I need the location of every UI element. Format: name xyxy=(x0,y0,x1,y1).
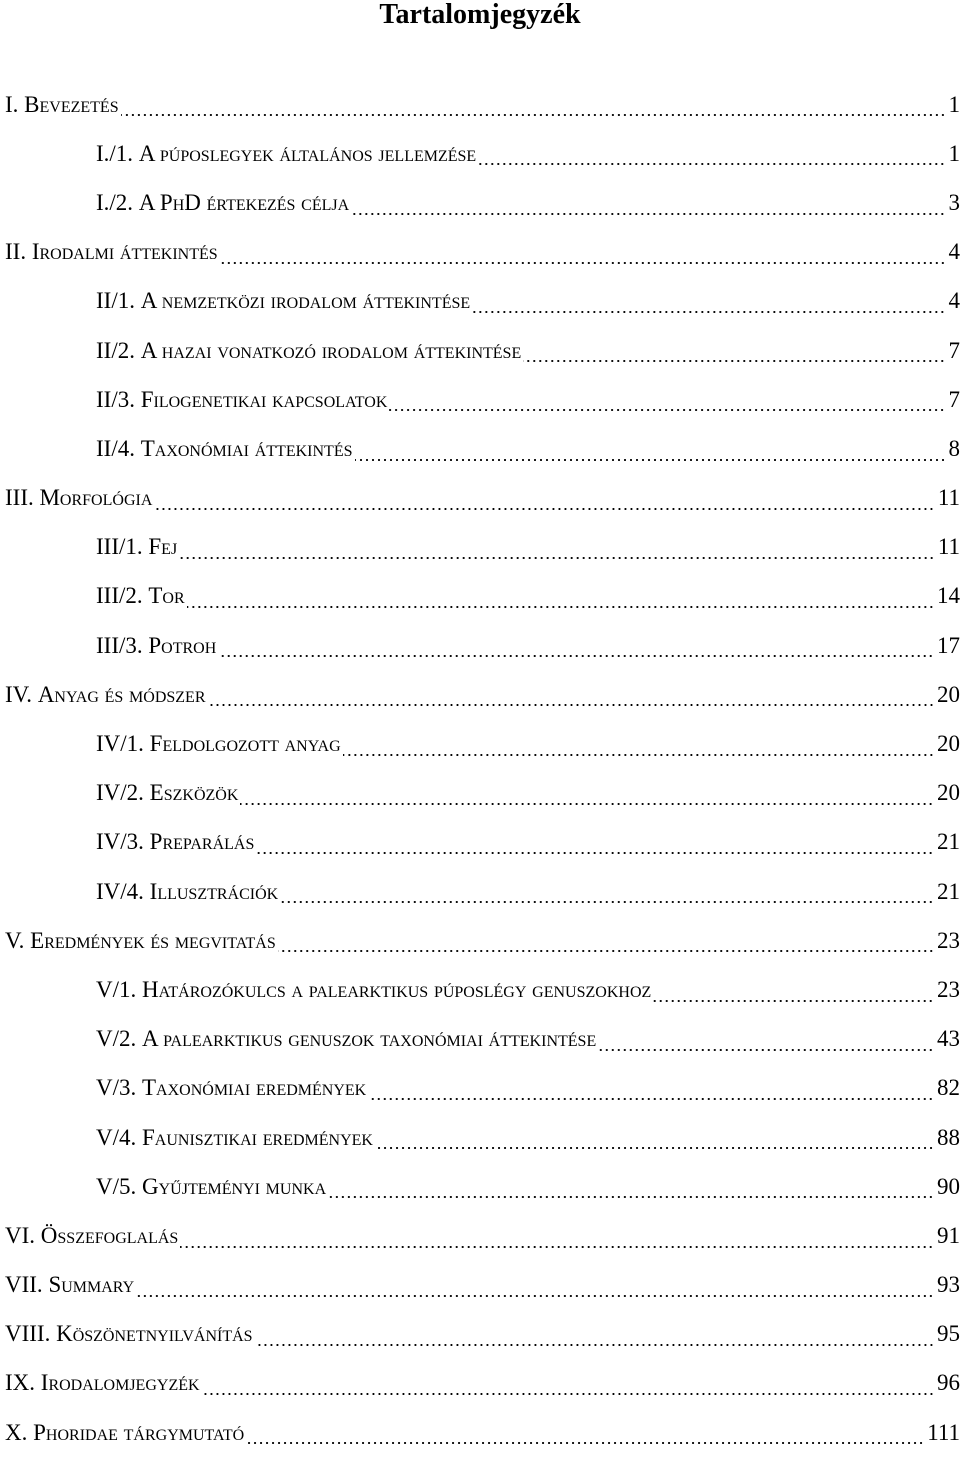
toc-entry-title: Összefoglalás xyxy=(41,1223,179,1249)
toc-entry-page-number: 43 xyxy=(937,1026,960,1052)
toc-entry-title: Gyűjteményi munka xyxy=(142,1174,326,1200)
toc-entry-page-number: 8 xyxy=(949,436,960,462)
toc-entry-number: III/3. xyxy=(96,633,148,659)
toc-entry-page-number: 17 xyxy=(937,633,960,659)
toc-entry-number: I./1. xyxy=(96,141,139,167)
toc-entry[interactable] xyxy=(0,474,960,523)
toc-entry[interactable] xyxy=(0,523,960,572)
toc-entry-page-number: 91 xyxy=(937,1223,960,1249)
toc-entry-page-number: 14 xyxy=(937,583,960,609)
toc-entry-page-number: 23 xyxy=(937,977,960,1003)
toc-entry[interactable] xyxy=(0,228,960,277)
toc-entry-title: Eredmények és megvitatás xyxy=(30,928,276,954)
toc-entry-title: A nemzetközi irodalom áttekintése xyxy=(141,288,470,314)
toc-entry-title: Preparálás xyxy=(150,829,255,855)
toc-entry-page-number: 82 xyxy=(937,1075,960,1101)
toc-entry-page-number: 7 xyxy=(949,387,960,413)
toc-entry[interactable] xyxy=(0,1064,960,1113)
toc-entry-title: A palearktikus genuszok taxonómiai áttekintése xyxy=(142,1026,596,1052)
toc-entry-page-number: 11 xyxy=(938,534,960,560)
toc-entry-title: Határozókulcs a palearktikus púposlégy genuszokhoz xyxy=(142,977,651,1003)
toc-entry-title: Taxonómiai áttekintés xyxy=(141,436,353,462)
toc-entry-title: Potroh xyxy=(148,633,216,659)
table-of-contents xyxy=(0,80,960,1457)
dot-leader xyxy=(246,1442,924,1444)
toc-entry-title: A PhD értekezés célja xyxy=(139,190,349,216)
dot-leader xyxy=(389,409,945,411)
dot-leader xyxy=(256,852,934,854)
toc-entry-title: Eszközök xyxy=(150,780,239,806)
toc-entry[interactable] xyxy=(0,1113,960,1162)
toc-entry-number: X. xyxy=(5,1420,33,1446)
toc-entry-page-number: 7 xyxy=(949,338,960,364)
toc-entry-number: II/4. xyxy=(96,436,141,462)
toc-entry-page-number: 23 xyxy=(937,928,960,954)
toc-entry-page-number: 21 xyxy=(937,879,960,905)
toc-entry-page-number: 96 xyxy=(937,1370,960,1396)
toc-entry-number: IX. xyxy=(5,1370,41,1396)
toc-entry-title: Summary xyxy=(48,1272,134,1298)
toc-entry-page-number: 4 xyxy=(949,239,960,265)
toc-entry[interactable] xyxy=(0,375,960,424)
dot-leader xyxy=(121,114,946,116)
dot-leader xyxy=(187,606,934,608)
toc-entry-number: V. xyxy=(5,928,30,954)
toc-entry-page-number: 90 xyxy=(937,1174,960,1200)
toc-entry-number: II/1. xyxy=(96,288,141,314)
toc-entry-title: Phoridae tárgymutató xyxy=(33,1420,244,1446)
toc-entry[interactable] xyxy=(0,916,960,965)
toc-entry[interactable] xyxy=(0,1162,960,1211)
toc-entry-number: I./2. xyxy=(96,190,139,216)
toc-entry-page-number: 95 xyxy=(937,1321,960,1347)
toc-entry[interactable] xyxy=(0,965,960,1014)
dot-leader xyxy=(240,803,934,805)
dot-leader xyxy=(136,1295,934,1297)
dot-leader xyxy=(202,1393,934,1395)
toc-entry-title: Illusztrációk xyxy=(150,879,279,905)
toc-entry[interactable] xyxy=(0,572,960,621)
toc-entry-page-number: 20 xyxy=(937,682,960,708)
toc-entry-title: A hazai vonatkozó irodalom áttekintése xyxy=(141,338,522,364)
toc-entry-number: V/3. xyxy=(96,1075,142,1101)
dot-leader xyxy=(368,1098,934,1100)
toc-entry-title: Morfológia xyxy=(39,485,152,511)
dot-leader xyxy=(179,557,935,559)
toc-entry[interactable] xyxy=(0,424,960,473)
toc-entry-number: I. xyxy=(5,92,24,118)
dot-leader xyxy=(653,1000,934,1002)
toc-entry-title: Fej xyxy=(148,534,177,560)
toc-entry[interactable] xyxy=(0,670,960,719)
toc-entry-page-number: 1 xyxy=(949,92,960,118)
dot-leader xyxy=(328,1196,934,1198)
toc-entry-page-number: 111 xyxy=(927,1420,960,1446)
toc-entry[interactable] xyxy=(0,178,960,227)
dot-leader xyxy=(375,1147,934,1149)
toc-entry-number: VIII. xyxy=(5,1321,56,1347)
toc-entry[interactable] xyxy=(0,867,960,916)
toc-entry-number: III/2. xyxy=(96,583,148,609)
toc-entry-number: II/3. xyxy=(96,387,141,413)
toc-entry-page-number: 3 xyxy=(949,190,960,216)
toc-entry[interactable] xyxy=(0,80,960,129)
toc-entry[interactable] xyxy=(0,621,960,670)
toc-entry-page-number: 1 xyxy=(949,141,960,167)
toc-entry-title: Tor xyxy=(148,583,184,609)
dot-leader xyxy=(478,163,945,165)
dot-leader xyxy=(255,1344,934,1346)
toc-entry-page-number: 4 xyxy=(949,288,960,314)
toc-entry-title: Irodalomjegyzék xyxy=(41,1370,200,1396)
toc-entry-page-number: 20 xyxy=(937,780,960,806)
toc-entry-number: V/2. xyxy=(96,1026,142,1052)
toc-entry-page-number: 21 xyxy=(937,829,960,855)
dot-leader xyxy=(208,704,935,706)
toc-entry-number: V/1. xyxy=(96,977,142,1003)
toc-entry-page-number: 20 xyxy=(937,731,960,757)
toc-entry-title: Anyag és módszer xyxy=(38,682,206,708)
toc-entry-page-number: 11 xyxy=(938,485,960,511)
toc-entry-number: IV/3. xyxy=(96,829,150,855)
dot-leader xyxy=(472,311,945,313)
toc-entry-number: II/2. xyxy=(96,338,141,364)
dot-leader xyxy=(220,262,946,264)
toc-entry-number: IV/2. xyxy=(96,780,150,806)
toc-entry-title: Köszönetnyilvánítás xyxy=(56,1321,252,1347)
toc-entry-number: VII. xyxy=(5,1272,48,1298)
toc-entry[interactable] xyxy=(0,326,960,375)
dot-leader xyxy=(343,754,934,756)
toc-entry-title: Bevezetés xyxy=(24,92,118,118)
toc-entry[interactable] xyxy=(0,1408,960,1457)
page-title: Tartalomjegyzék xyxy=(0,0,960,30)
toc-entry-title: Taxonómiai eredmények xyxy=(142,1075,366,1101)
dot-leader xyxy=(218,655,934,657)
dot-leader xyxy=(280,901,934,903)
dot-leader xyxy=(351,213,945,215)
toc-entry-number: III/1. xyxy=(96,534,148,560)
toc-entry-number: IV/4. xyxy=(96,879,150,905)
toc-entry-number: V/5. xyxy=(96,1174,142,1200)
dot-leader xyxy=(355,459,946,461)
toc-entry-number: IV. xyxy=(5,682,38,708)
dot-leader xyxy=(278,950,934,952)
toc-entry-number: II. xyxy=(5,239,32,265)
toc-entry[interactable] xyxy=(0,277,960,326)
toc-entry[interactable] xyxy=(0,129,960,178)
toc-entry[interactable] xyxy=(0,1211,960,1260)
dot-leader xyxy=(180,1246,934,1248)
toc-entry-title: Faunisztikai eredmények xyxy=(142,1125,373,1151)
toc-entry[interactable] xyxy=(0,1261,960,1310)
dot-leader xyxy=(154,508,934,510)
toc-entry-title: Feldolgozott anyag xyxy=(150,731,341,757)
dot-leader xyxy=(598,1049,934,1051)
toc-entry[interactable] xyxy=(0,1359,960,1408)
toc-entry-title: Filogenetikai kapcsolatok xyxy=(141,387,388,413)
toc-entry[interactable] xyxy=(0,719,960,768)
toc-entry[interactable] xyxy=(0,769,960,818)
toc-entry-number: VI. xyxy=(5,1223,41,1249)
toc-entry-page-number: 93 xyxy=(937,1272,960,1298)
toc-entry-number: IV/1. xyxy=(96,731,150,757)
toc-entry-number: III. xyxy=(5,485,39,511)
toc-entry[interactable] xyxy=(0,818,960,867)
toc-entry-title: Irodalmi áttekintés xyxy=(32,239,218,265)
toc-entry-page-number: 88 xyxy=(937,1125,960,1151)
toc-entry[interactable] xyxy=(0,1310,960,1359)
toc-entry-title: A púposlegyek általános jellemzése xyxy=(139,141,476,167)
toc-entry[interactable] xyxy=(0,1015,960,1064)
dot-leader xyxy=(523,360,945,362)
toc-entry-number: V/4. xyxy=(96,1125,142,1151)
